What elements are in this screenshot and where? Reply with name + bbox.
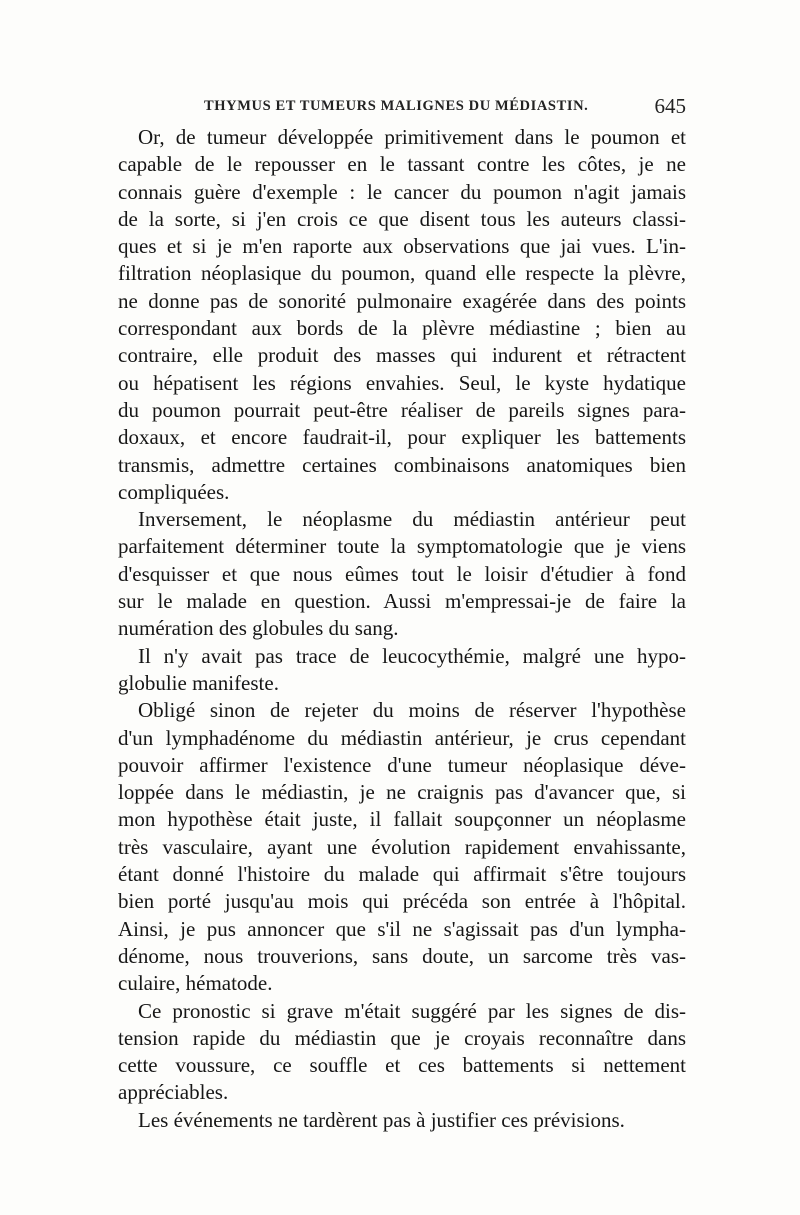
text-line: transmis, admettre certaines combinaisons anatomiques bien bbox=[118, 452, 686, 477]
text-line: ne donne pas de sonorité pulmonaire exagérée dans des points bbox=[118, 288, 686, 313]
paragraph bbox=[118, 998, 686, 1107]
text-line: cette voussure, ce souffle et ces battements si nettement bbox=[118, 1053, 686, 1078]
text-line: Il n'y avait pas trace de leucocythémie, malgré une hypo- bbox=[138, 643, 686, 668]
text-line: Obligé sinon de rejeter du moins de réserver l'hypothèse bbox=[138, 698, 686, 723]
text-line: connais guère d'exemple : le cancer du poumon n'agit jamais bbox=[118, 179, 686, 204]
text-line: Ce pronostic si grave m'était suggéré par les signes de dis- bbox=[138, 998, 686, 1023]
text-line: compliquées. bbox=[118, 479, 230, 504]
paragraph bbox=[118, 697, 686, 997]
text-line: dénome, nous trouverions, sans doute, un sarcome très vas- bbox=[118, 943, 686, 968]
text-line: mon hypothèse était juste, il fallait soupçonner un néoplasme bbox=[118, 807, 686, 832]
text-line: tension rapide du médiastin que je croyais reconnaître dans bbox=[118, 1025, 686, 1050]
text-line: parfaitement déterminer toute la symptomatologie que je viens bbox=[118, 534, 686, 559]
text-line: numération des globules du sang. bbox=[118, 616, 399, 641]
text-line: du poumon pourrait peut-être réaliser de pareils signes para- bbox=[118, 397, 686, 422]
body-text bbox=[118, 124, 686, 1134]
paragraph bbox=[118, 506, 686, 642]
text-line: Or, de tumeur développée primitivement dans le poumon et bbox=[138, 125, 686, 149]
text-line: appréciables. bbox=[118, 1080, 229, 1105]
page-number: 645 bbox=[654, 94, 686, 118]
text-line: d'un lymphadénome du médiastin antérieur, je crus cependant bbox=[118, 725, 686, 750]
text-line: loppée dans le médiastin, je ne craignis pas d'avancer que, si bbox=[118, 780, 686, 805]
text-line: étant donné l'histoire du malade qui affirmait s'être toujours bbox=[118, 862, 686, 887]
text-line: Ainsi, je pus annoncer que s'il ne s'agissait pas d'un lympha- bbox=[118, 916, 686, 941]
text-line: sur le malade en question. Aussi m'empressai-je de faire la bbox=[118, 589, 686, 614]
text-line: ou hépatisent les régions envahies. Seul, le kyste hydatique bbox=[118, 370, 686, 395]
text-line: Inversement, le néoplasme du médiastin antérieur peut bbox=[138, 507, 686, 532]
text-line: contraire, elle produit des masses qui indurent et rétractent bbox=[118, 343, 686, 368]
text-line: de la sorte, si j'en crois ce que disent tous les auteurs classi- bbox=[118, 206, 686, 231]
text-line: d'esquisser et que nous eûmes tout le loisir d'étudier à fond bbox=[118, 561, 686, 586]
text-line: correspondant aux bords de la plèvre médiastine ; bien au bbox=[118, 316, 686, 341]
text-line: pouvoir affirmer l'existence d'une tumeur néoplasique déve- bbox=[118, 752, 686, 777]
text-line: globulie manifeste. bbox=[118, 670, 279, 695]
text-line: bien porté jusqu'au mois qui précéda son entrée à l'hôpital. bbox=[118, 889, 686, 914]
text-line: culaire, hématode. bbox=[118, 971, 273, 996]
text-line: ques et si je m'en raporte aux observations que jai vues. L'in- bbox=[118, 234, 686, 259]
text-line: Les événements ne tardèrent pas à justifier ces prévisions. bbox=[138, 1107, 625, 1132]
text-line: très vasculaire, ayant une évolution rapidement envahissante, bbox=[118, 834, 686, 859]
paragraph bbox=[118, 1107, 686, 1134]
running-title: THYMUS ET TUMEURS MALIGNES DU MÉDIASTIN. bbox=[204, 98, 589, 114]
paragraph bbox=[118, 643, 686, 698]
text-line: capable de le repousser en le tassant contre les côtes, je ne bbox=[118, 152, 686, 177]
paragraph bbox=[118, 124, 686, 506]
text-line: filtration néoplasique du poumon, quand elle respecte la plèvre, bbox=[118, 261, 686, 286]
text-line: doxaux, et encore faudrait-il, pour expliquer les battements bbox=[118, 425, 686, 450]
running-head bbox=[118, 94, 686, 120]
